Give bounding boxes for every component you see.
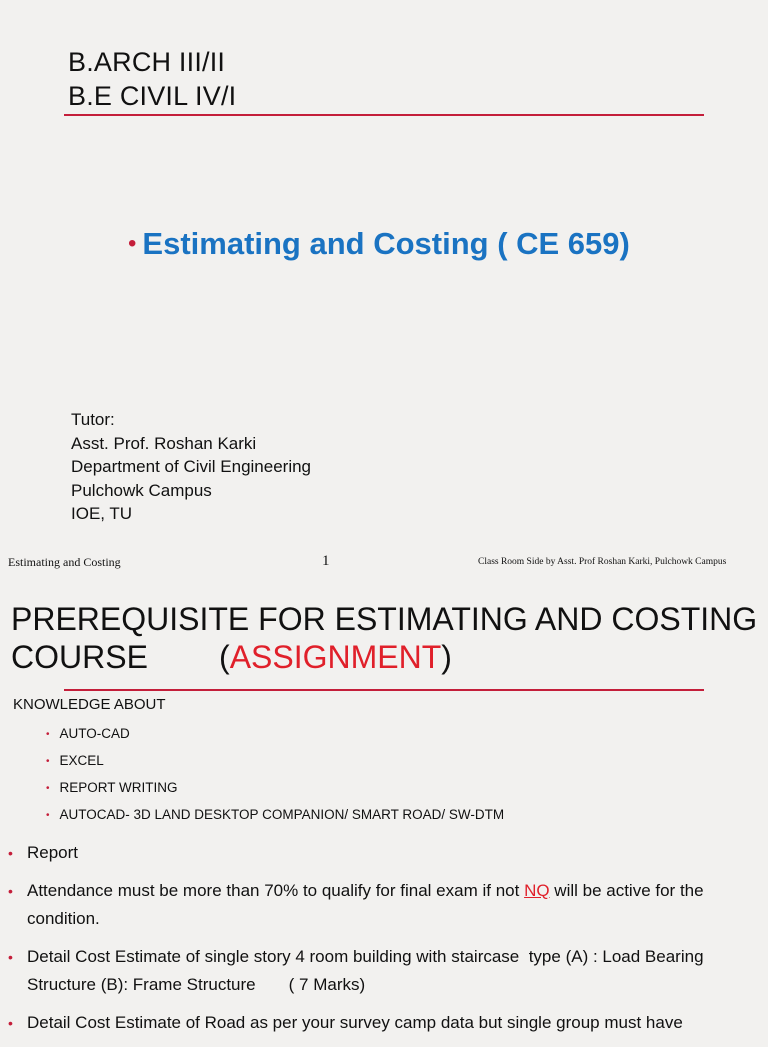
bullet-icon: • [8,1015,13,1031]
subject-title [128,226,630,262]
attendance-text-before: Attendance must be more than 70% to qualify for final exam if not [27,881,525,900]
tutor-institute: IOE, TU [71,504,133,523]
knowledge-list [46,723,504,831]
bullet-icon: • [46,810,50,821]
bullet-building-estimate [8,943,758,999]
footer-right-text: Class Room Side by Asst. Prof Roshan Karki, Pulchowk Campus [478,557,727,567]
nq-link[interactable]: NQ [524,881,550,900]
list-item-text: AUTO-CAD [59,726,130,741]
tutor-label: Tutor: [71,410,115,429]
list-item-text: EXCEL [59,753,104,768]
list-item [46,723,504,750]
footer-page-number: 1 [322,553,330,569]
list-item [46,804,504,831]
building-estimate-text: Detail Cost Estimate of single story 4 room building with staircase type (A) : Load Bearing Structure (B): Frame Structure ( 7 Marks) [27,947,709,994]
bullet-report-text: Report [27,843,79,862]
subject-title-text: Estimating and Costing ( CE 659) [142,226,630,261]
slide-footer [0,553,768,573]
bullet-icon: • [8,845,13,861]
road-estimate-text: Detail Cost Estimate of Road as per your survey camp data but single group must have [27,1013,683,1032]
course-line-becivil: B.E CIVIL IV/I [68,81,237,111]
tutor-department: Department of Civil Engineering [71,457,312,476]
bullet-icon: • [128,230,137,257]
title-divider [64,114,704,116]
course-line-barch: B.ARCH III/II [68,47,226,77]
bullet-road-estimate [8,1009,758,1037]
requirements-list [8,839,758,1047]
attendance-text-after: will be active for the condition. [27,881,704,928]
bullet-report [8,839,758,867]
slide2-title-line2 [11,638,757,676]
tutor-name: Asst. Prof. Roshan Karki [71,433,257,453]
title-assignment: ASSIGNMENT [229,639,442,675]
list-item [46,750,504,777]
footer-left-text: Estimating and Costing [8,555,121,569]
list-item [46,777,504,804]
slide2-divider [64,689,704,691]
title-course-suffix: ) [441,639,452,675]
title-course-prefix: COURSE ( [11,639,230,675]
bullet-icon: • [8,949,13,965]
list-item-text: REPORT WRITING [59,780,178,795]
tutor-info [71,408,311,526]
bullet-icon: • [46,756,50,767]
knowledge-heading: KNOWLEDGE ABOUT [13,696,166,713]
tutor-campus: Pulchowk Campus [71,480,212,500]
bullet-icon: • [46,783,50,794]
list-item-text: AUTOCAD- 3D LAND DESKTOP COMPANION/ SMART ROAD/ SW-DTM [59,807,505,822]
bullet-icon: • [46,729,50,740]
bullet-icon: • [8,883,13,899]
slide2-title-line1: PREREQUISITE FOR ESTIMATING AND COSTING [11,601,758,637]
bullet-attendance [8,877,758,933]
slide2-title [11,600,757,676]
